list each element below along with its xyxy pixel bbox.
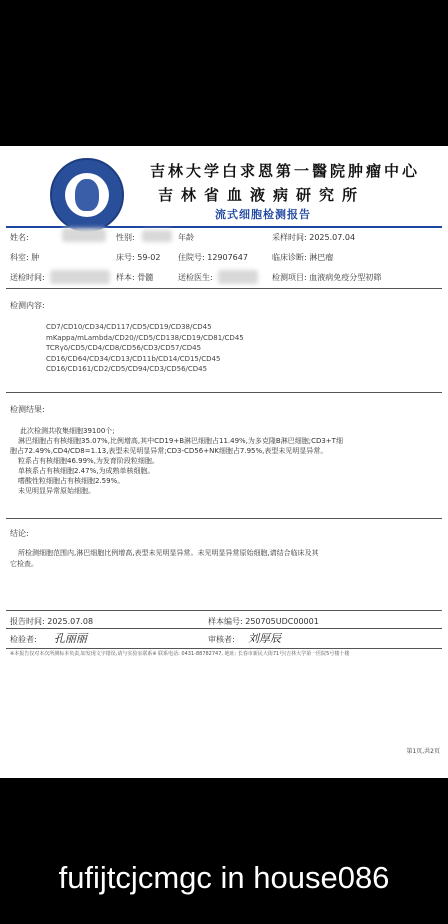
result-line: 淋巴细胞占有核细胞35.07%,比例增高,其中CD19+B淋巴细胞占11.49%,为多克隆B淋巴细胞;CD3+T细 — [18, 437, 343, 445]
diagnosis: 临床诊断: 淋巴瘤 — [272, 253, 334, 262]
result-label: 检测结果: — [10, 405, 45, 414]
institute-name: 吉林省血液病研究所 — [158, 186, 366, 204]
reviewer-label: 审核者: — [208, 635, 235, 644]
result-line: 粒系占有核细胞46.99%,为发育阶段粒细胞。 — [18, 457, 159, 465]
image-caption: fufijtcjcmgc in house086 — [58, 860, 390, 895]
disclaimer-note: ※本报告仅对本次所测标本负责,如发现文字错误,请与实验室联系※ 联系电话: 0431-88782747, 地址: 长春市新民大街71号(吉林大学第一医院5号楼十楼 — [10, 651, 350, 657]
hospital-name: 吉林大学白求恩第一醫院肿瘤中心 — [150, 162, 421, 180]
report-title: 流式细胞检测报告 — [215, 208, 311, 221]
conclusion-label: 结论: — [10, 529, 29, 538]
age-label: 年龄 — [178, 233, 194, 242]
send-time: 送检时间: — [10, 273, 45, 282]
hospital-logo — [50, 158, 124, 232]
report-header — [0, 146, 448, 226]
admission-number: 住院号: 12907647 — [178, 253, 248, 262]
test-project: 检测项目: 血液病免疫分型初筛 — [272, 273, 382, 282]
sample-number: 样本编号: 250705UDC00001 — [208, 617, 319, 626]
collect-time: 采样时间: 2025.07.04 — [272, 233, 356, 242]
marker-list — [46, 322, 244, 375]
sample-type: 样本: 骨髓 — [116, 273, 154, 282]
result-line: 胞占72.49%,CD4/CD8=1.13,表型未见明显异常;CD3-CD56+NK细胞占7.95%,表型未见明显异常。 — [10, 447, 328, 455]
marker-line: TCRγδ/CD5/CD4/CD8/CD56/CD3/CD57/CD45 — [46, 344, 202, 352]
page-number: 第1页,共2页 — [406, 748, 440, 755]
gender-label: 性别: — [116, 233, 135, 242]
conclusion-text — [10, 548, 438, 570]
dept: 科室: 肿 — [10, 253, 40, 262]
bed-number: 床号: 59-02 — [116, 253, 161, 262]
name-label: 姓名: — [10, 233, 29, 242]
marker-line: CD16/CD64/CD34/CD13/CD11b/CD14/CD15/CD45 — [46, 354, 221, 363]
result-line: 未见明显异常原始细胞。 — [18, 487, 95, 495]
inspector-signature: 孔丽丽 — [54, 632, 87, 645]
report-document — [0, 146, 448, 778]
marker-line: CD7/CD10/CD34/CD117/CD5/CD19/CD38/CD45 — [46, 323, 212, 331]
conclusion-line: 所检测细胞范围内,淋巴细胞比例增高,表型未见明显异常。未见明显异常原始细胞,请结合临床及其 — [18, 549, 319, 557]
result-line: 单核系占有核细胞2.47%,为成熟单核细胞。 — [18, 467, 155, 475]
reviewer-signature: 刘厚辰 — [248, 632, 281, 645]
result-text — [10, 426, 438, 496]
doctor: 送检医生: — [178, 273, 213, 282]
inspector-label: 检验者: — [10, 635, 37, 644]
marker-line: mKappa/mLambda/CD20//CD5/CD138/CD19/CD81/CD45 — [46, 333, 244, 342]
marker-line: CD16/CD161/CD2/CD5/CD94/CD3/CD56/CD45 — [46, 365, 208, 373]
content-label: 检测内容: — [10, 301, 45, 310]
result-line: 此次检测共收集细胞39100个; — [20, 427, 115, 435]
result-line: 嗜酸性粒细胞占有核细胞2.59%。 — [18, 477, 125, 485]
conclusion-line: 它检查。 — [10, 560, 38, 568]
report-time: 报告时间: 2025.07.08 — [10, 617, 94, 626]
